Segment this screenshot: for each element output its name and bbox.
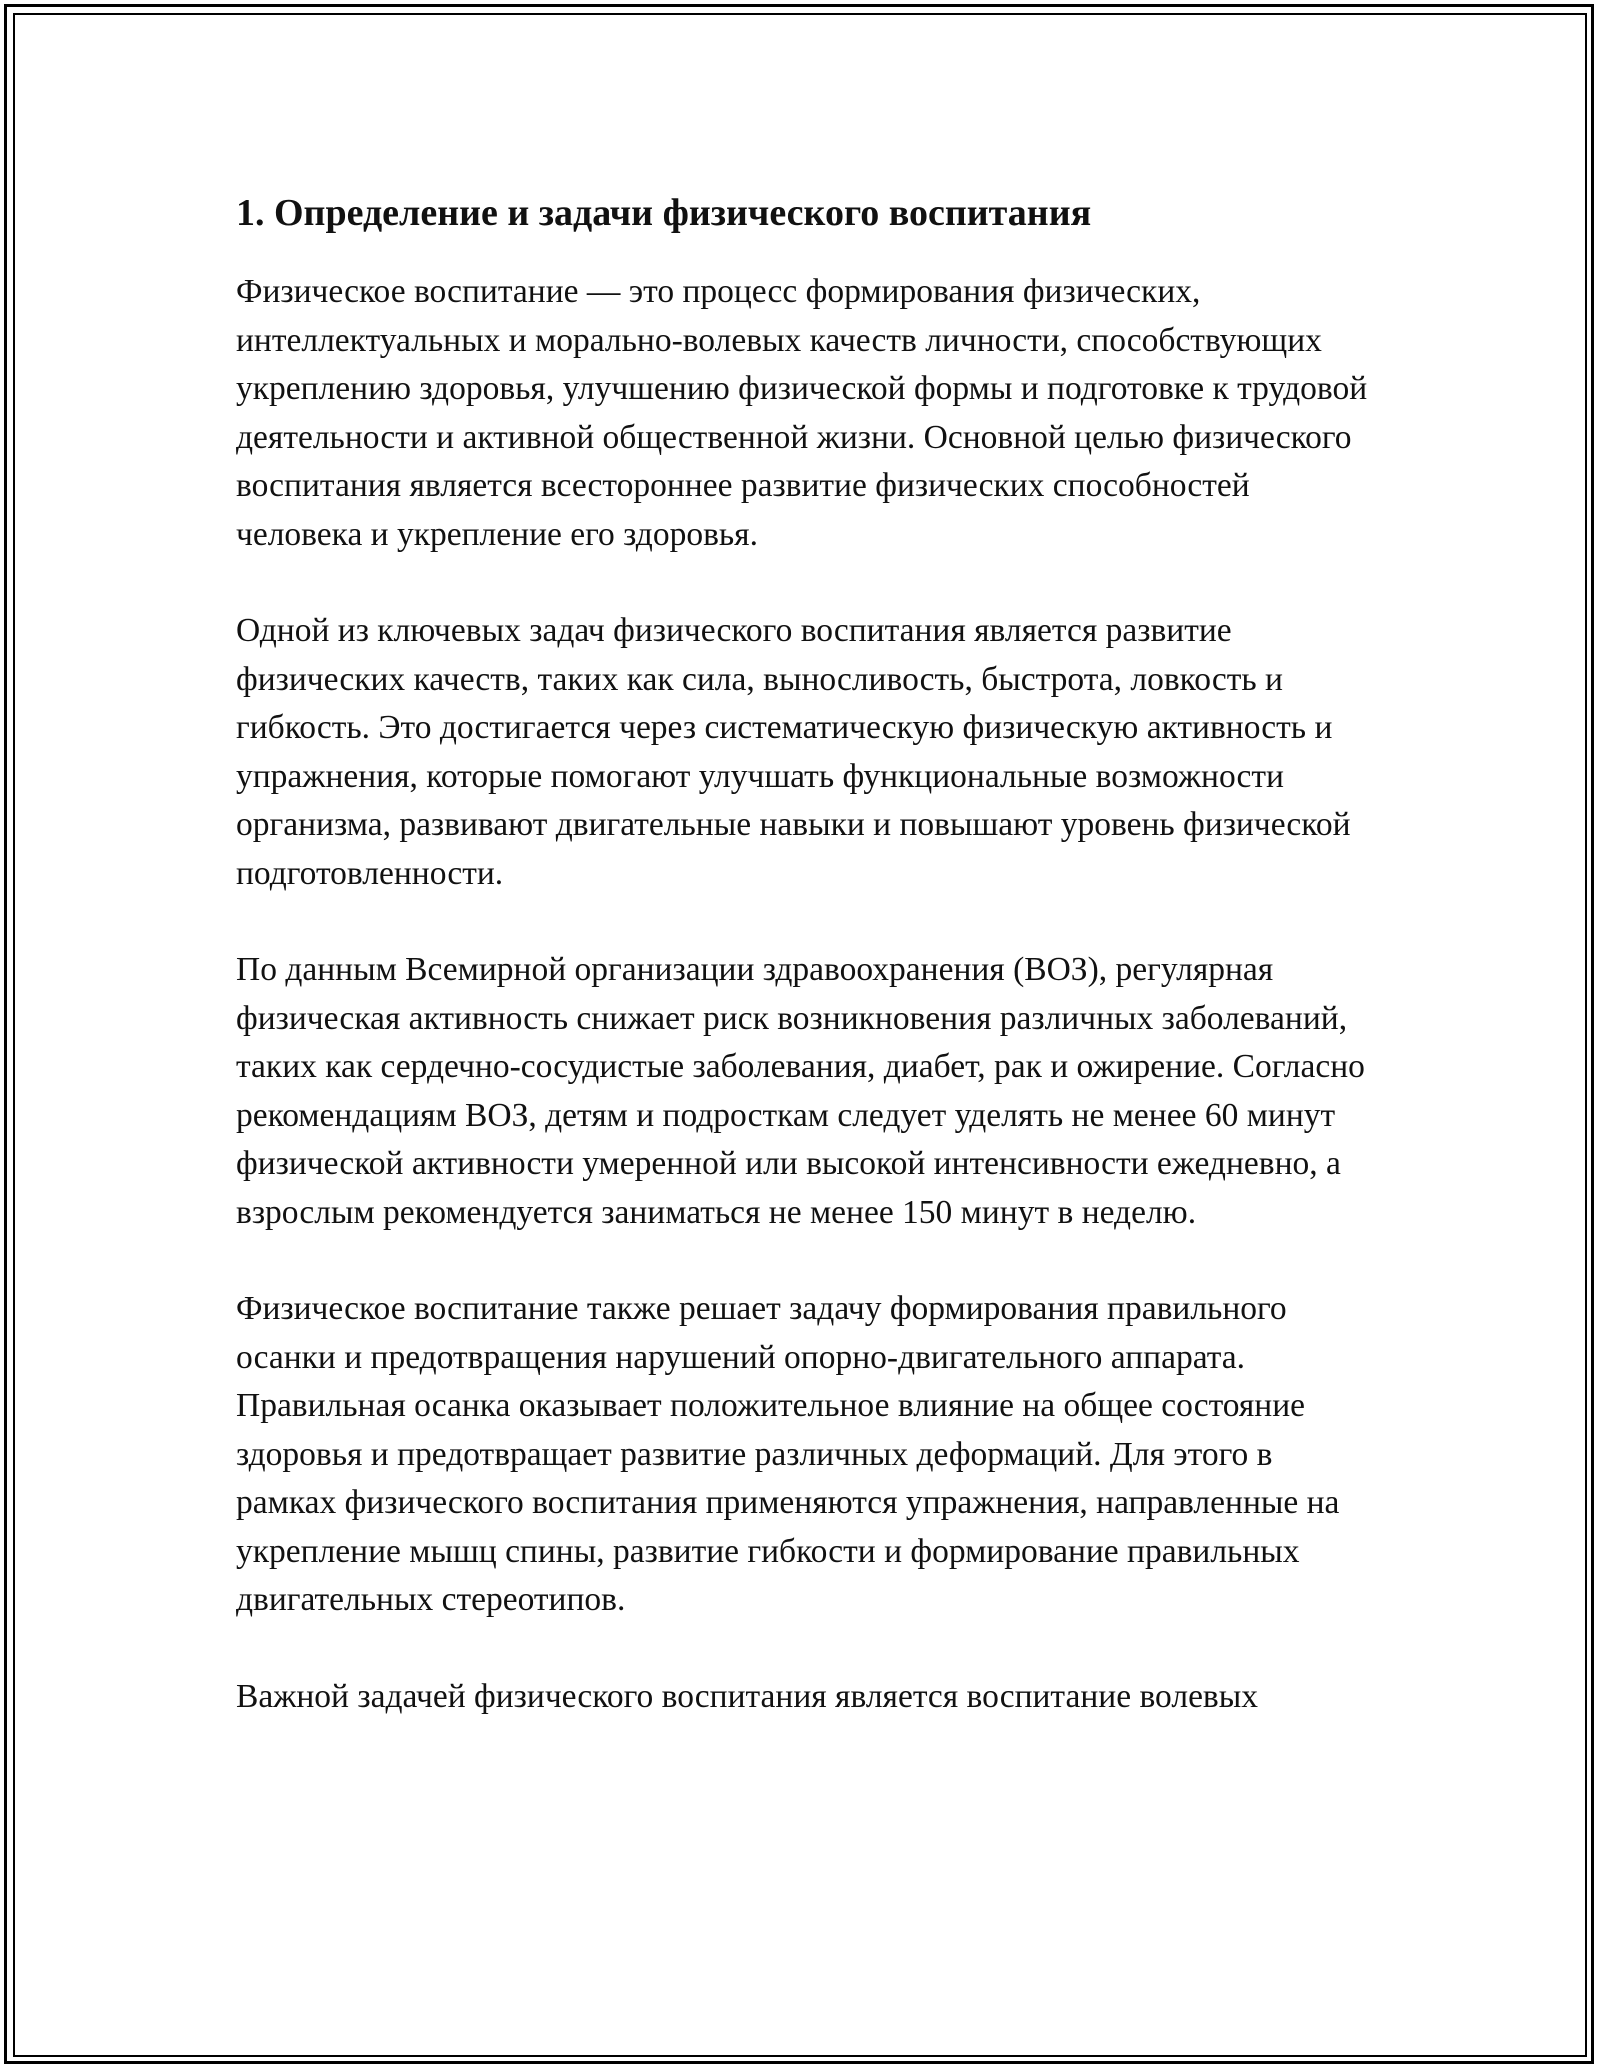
paragraph-who-recommendations: По данным Всемирной организации здравоохранения (ВОЗ), регулярная физическая активность снижает риск возникновения различных заболеваний, таких как сердечно-сосудистые заболевания, диабет, рак и ожирение. Согласно рекомендациям ВОЗ, детям и подросткам следует уделять не менее 60 минут физической активности умеренной или высокой интенсивности ежедневно, а взрослым рекомендуется заниматься не менее 150 минут в неделю. [236,951,1365,1231]
paragraph-posture: Физическое воспитание также решает задачу формирования правильного осанки и предотвращения нарушений опорно-двигательного аппарата. Правильная осанка оказывает положительное влияние на общее состояние здоровья и предотвращает развитие различных деформаций. Для этого в рамках физического воспитания применяются упражнения, направленные на укрепление мышц спины, развитие гибкости и формирование правильных двигательных стереотипов. [236,1290,1340,1618]
paragraph-volitional-qualities: Важной задачей физического воспитания является воспитание волевых [236,1677,1259,1715]
section-heading: 1. Определение и задачи физического воспитания [236,192,1092,234]
paragraph-definition: Физическое воспитание — это процесс формирования физических, интеллектуальных и морально-волевых качеств личности, способствующих укреплению здоровья, улучшению физической формы и подготовке к трудовой деятельности и активной общественной жизни. Основной целью физического воспитания является всестороннее развитие физических способностей человека и укрепление его здоровья. [236,273,1368,553]
paragraph-physical-qualities: Одной из ключевых задач физического воспитания является развитие физических качеств, таких как сила, выносливость, быстрота, ловкость и гибкость. Это достигается через систематическую физическую активность и упражнения, которые помогают улучшать функциональные возможности организма, развивают двигательные навыки и повышают уровень физической подготовленности. [236,612,1351,892]
document-body [236,186,1376,1769]
